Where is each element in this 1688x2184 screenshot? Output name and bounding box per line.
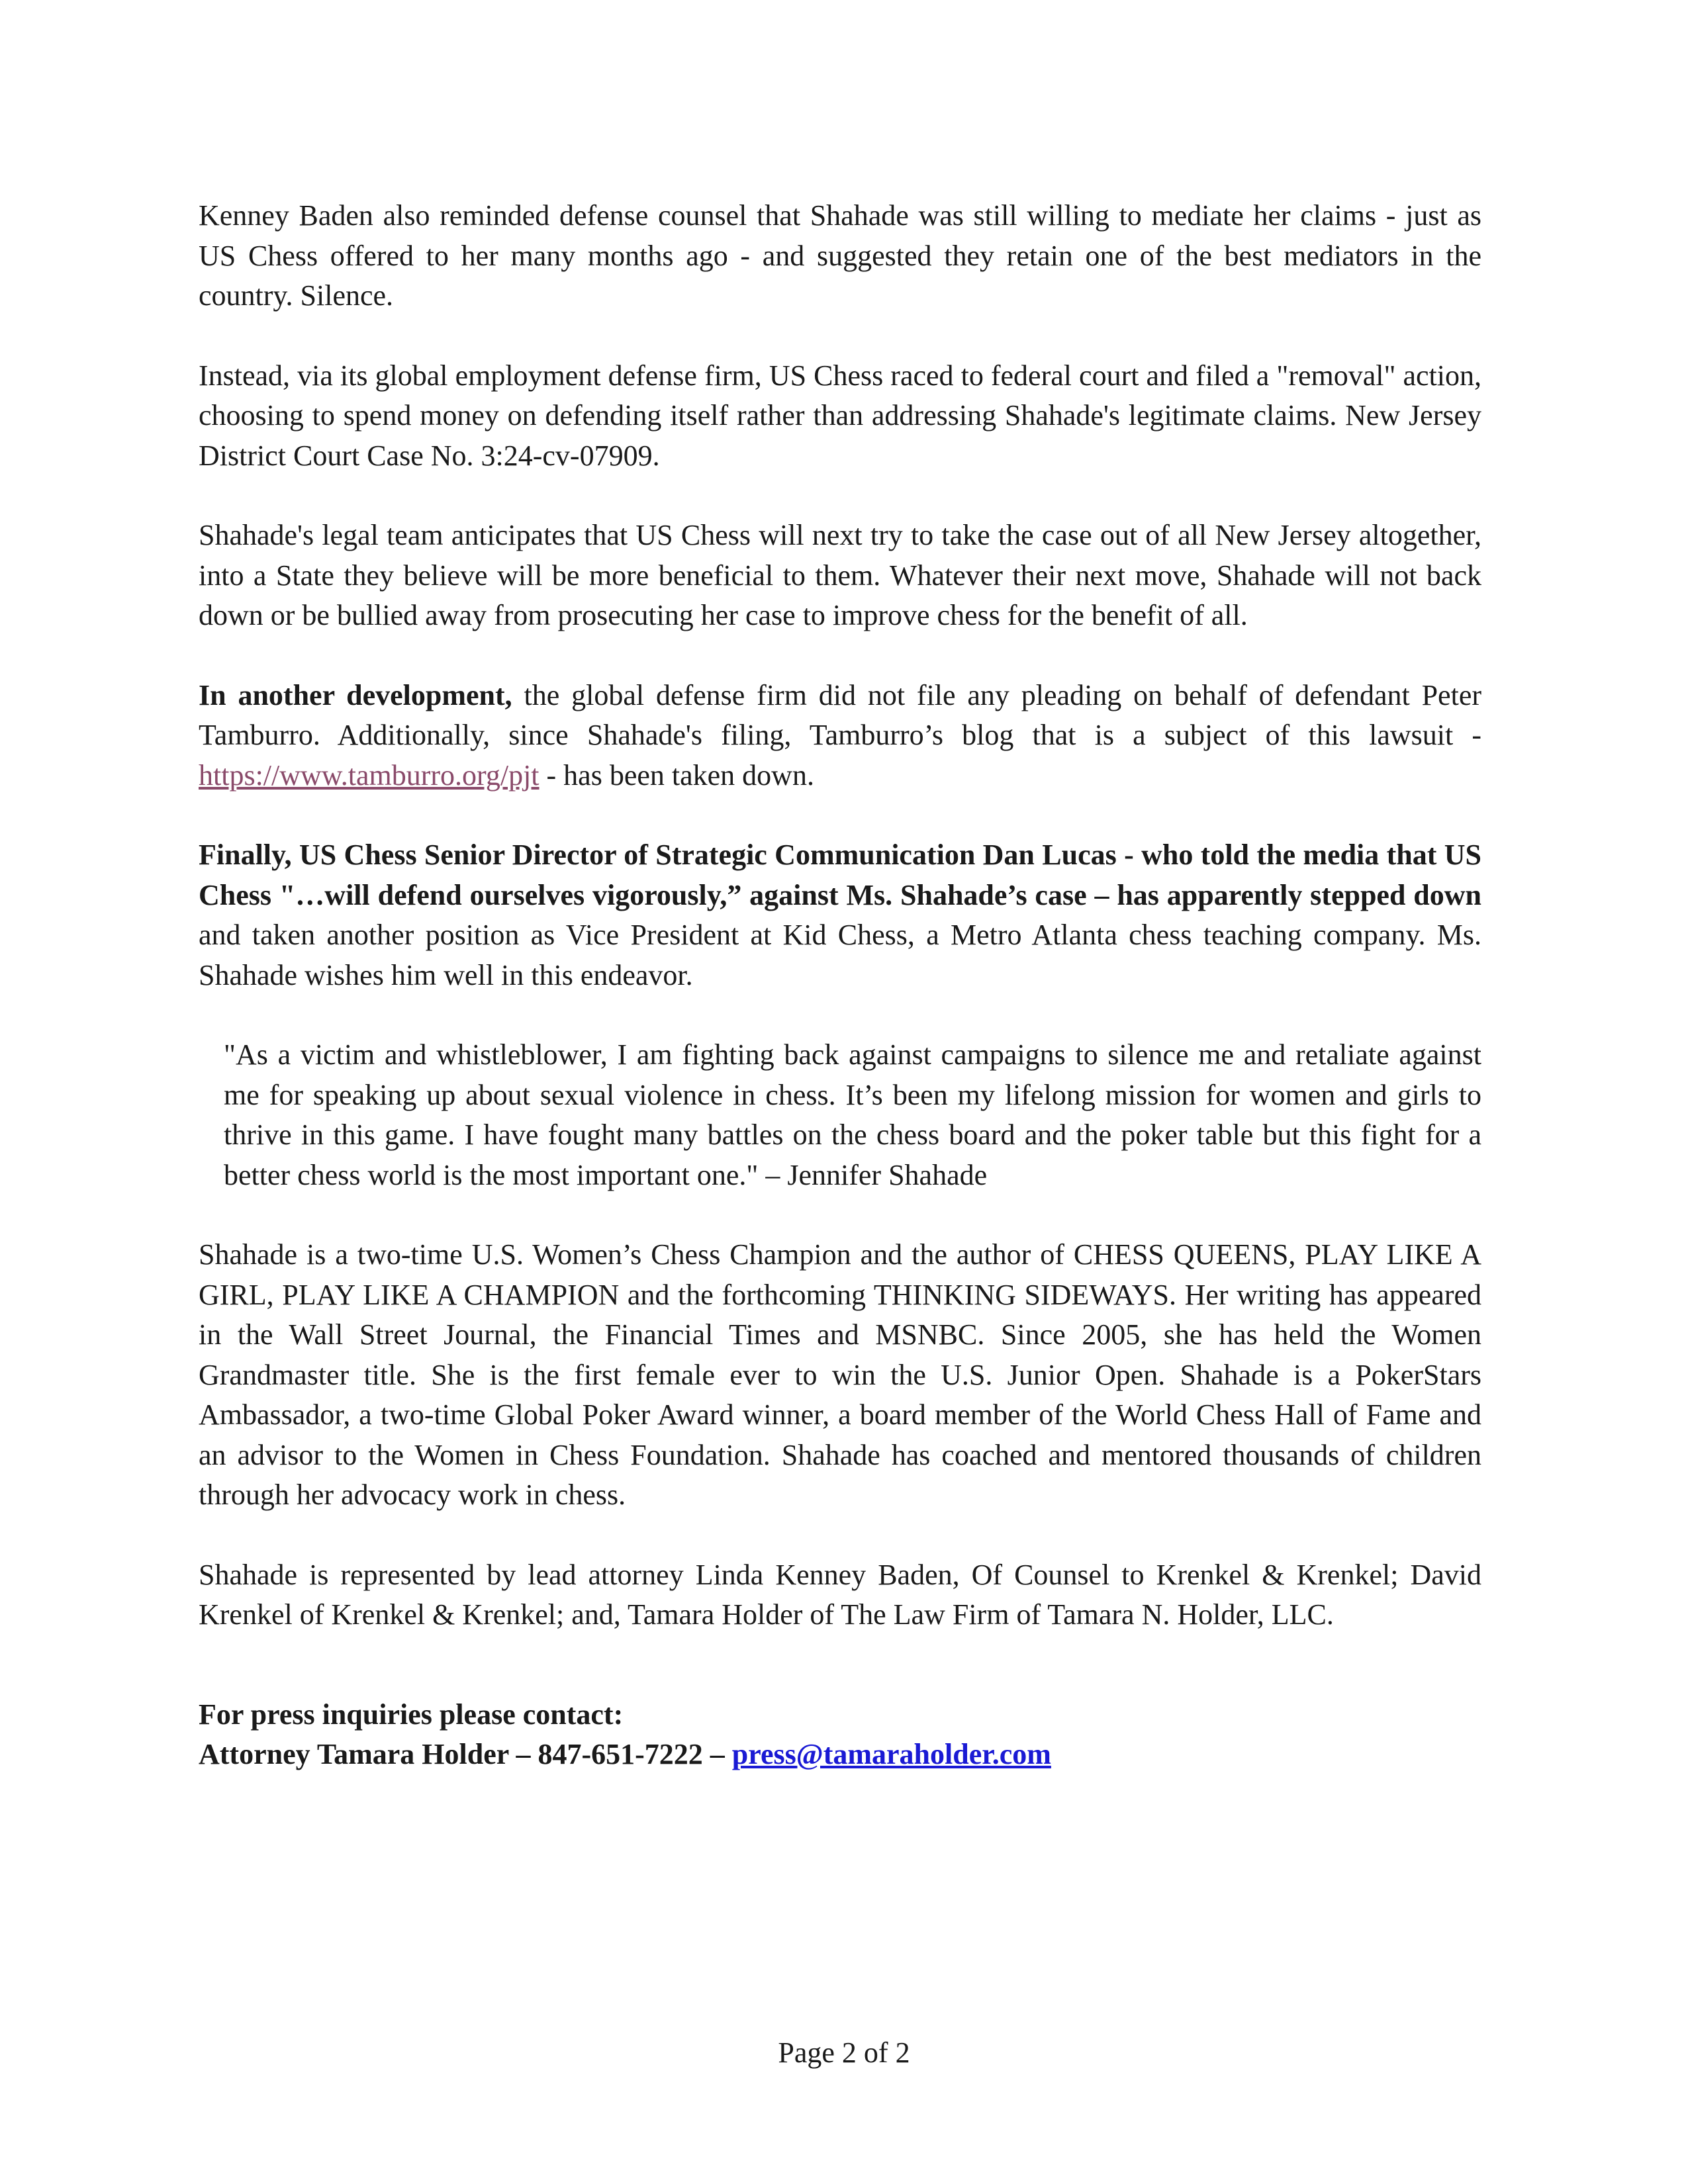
press-contact-block [199,1695,1481,1775]
paragraph-another-development [199,676,1481,796]
development-text-b: - has been taken down. [539,758,814,792]
press-contact-line [199,1735,1481,1775]
bold-lead-lucas: Finally, US Chess Senior Director of Strategic Communication Dan Lucas - who told the media that US Chess "…will defend ourselves vigorously,” against Ms. Shahade’s case – has apparently stepped down [199,839,1481,911]
paragraph-dan-lucas [199,835,1481,995]
paragraph-legal-team: Shahade's legal team anticipates that US Chess will next try to take the case out of all New Jersey altogether, into a State they believe will be more beneficial to them. Whatever their next move, Shahade will not back down or be bullied away from prosecuting her case to improve chess for the benefit of all. [199,519,1481,631]
document-body [199,196,1481,1775]
quote-jennifer-shahade: "As a victim and whistleblower, I am fighting back against campaigns to silence me and retaliate against me for speaking up about sexual violence in chess. It’s been my lifelong mission for women and girls to thrive in this game. I have fought many battles on the chess board and the poker table but this fight for a better chess world is the most important one." – Jennifer Shahade [224,1038,1481,1191]
lucas-text: and taken another position as Vice President at Kid Chess, a Metro Atlanta chess teaching company. Ms. Shahade wishes him well in this endeavor. [199,919,1481,991]
paragraph-removal-action: Instead, via its global employment defense firm, US Chess raced to federal court and filed a "removal" action, choosing to spend money on defending itself rather than addressing Shahade's legitimate claims. New Jersey District Court Case No. 3:24-cv-07909. [199,359,1481,472]
paragraph-representation: Shahade is represented by lead attorney Linda Kenney Baden, Of Counsel to Krenkel & Krenkel; David Krenkel of Krenkel & Krenkel; and, Tamara Holder of The Law Firm of Tamara N. Holder, LLC. [199,1558,1481,1631]
development-text-a: the global defense firm did not file any pleading on behalf of defendant Peter Tamburro. Additionally, since Shahade's filing, Tamburro’s blog that is a subject of this lawsuit - [199,678,1481,751]
paragraph-biography: Shahade is a two-time U.S. Women’s Chess Champion and the author of CHESS QUEENS, PLAY LIKE A GIRL, PLAY LIKE A CHAMPION and the forthcoming THINKING SIDEWAYS. Her writing has appeared in the Wall Street Journal, the Financial Times and MSNBC. Since 2005, she has held the Women Grandmaster title. She is the first female ever to win the U.S. Junior Open. Shahade is a PokerStars Ambassador, a two-time Global Poker Award winner, a board member of the World Chess Hall of Fame and an advisor to the Women in Chess Foundation. Shahade has coached and mentored thousands of children through her advocacy work in chess. [199,1238,1481,1511]
bold-lead-development: In another development, [199,678,512,711]
tamburro-blog-link[interactable]: https://www.tamburro.org/pjt [199,758,539,792]
paragraph-mediation: Kenney Baden also reminded defense counsel that Shahade was still willing to mediate her claims - just as US Chess offered to her many months ago - and suggested they retain one of the best mediators in the country. Silence. [199,199,1481,312]
press-contact-prefix: Attorney Tamara Holder – 847-651-7222 – [199,1738,732,1770]
press-contact-heading: For press inquiries please contact: [199,1698,624,1731]
press-email-link[interactable]: press@tamaraholder.com [731,1738,1051,1770]
page-number: Page 2 of 2 [778,2036,910,2069]
